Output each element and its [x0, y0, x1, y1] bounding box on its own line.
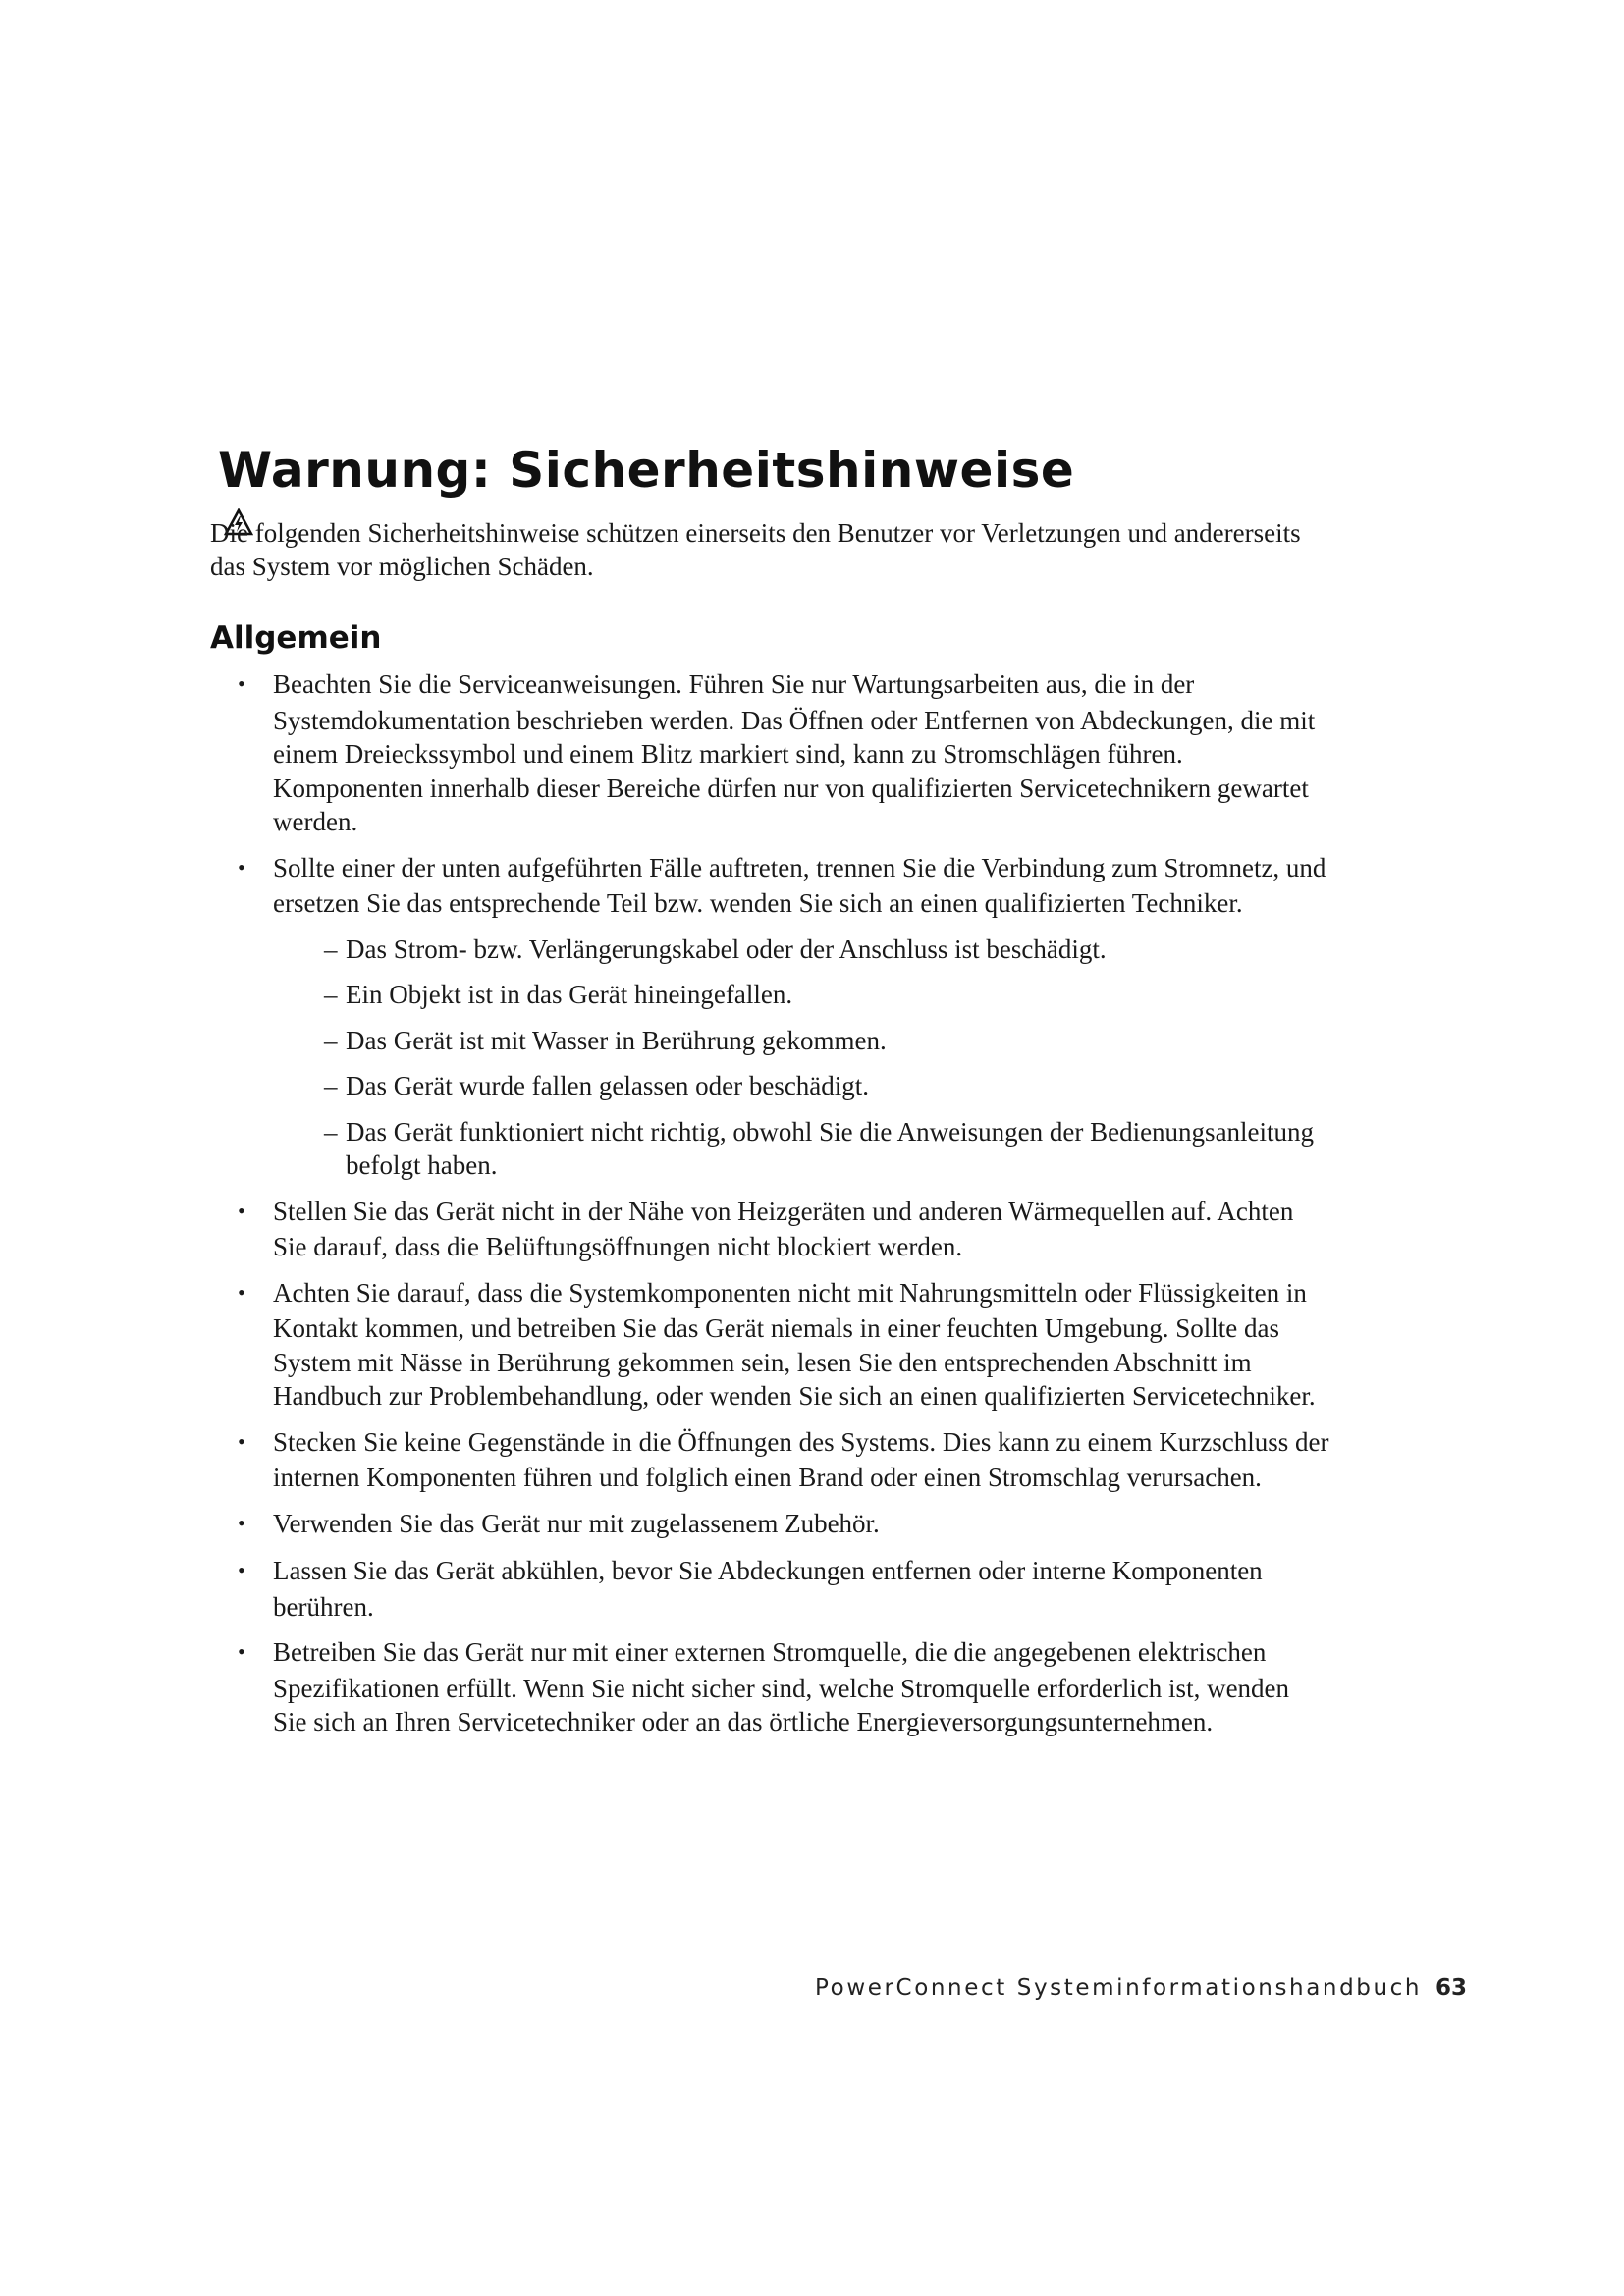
dash-icon: –: [324, 1025, 338, 1055]
safety-rule-item: [210, 1425, 1329, 1495]
safety-rule-text: Achten Sie darauf, dass die Systemkomponenten nicht mit Nahrungsmitteln oder Flüssigkeiten in Kontakt kommen, und betreiben Sie das Gerät niemals in einer feuchten Umgebung. Sollte das System mit Nässe in Berührung gekommen sein, lesen Sie den entsprechenden Abschnitt im Handbuch zur Problembehandlung, oder wenden Sie sich an einen qualifizierten Servicetechniker.: [273, 1277, 1316, 1411]
safety-rule-text: Stecken Sie keine Gegenstände in die Öffnungen des Systems. Dies kann zu einem Kurzschluss der internen Komponenten führen und folglich einen Brand oder einen Stromschlag verursachen.: [273, 1426, 1329, 1492]
damage-case-text: Das Gerät wurde fallen gelassen oder beschädigt.: [346, 1071, 870, 1100]
page-title-text: Warnung: Sicherheitshinweise: [218, 442, 1075, 499]
damage-case-text: Das Gerät ist mit Wasser in Berührung gekommen.: [346, 1025, 887, 1055]
dash-icon: –: [324, 934, 338, 964]
safety-rule-item: [210, 1276, 1329, 1414]
safety-rule-item: [210, 1635, 1329, 1739]
bullet-icon: •: [238, 1510, 245, 1535]
dash-icon: –: [324, 1116, 338, 1147]
safety-rule-item: [210, 1554, 1329, 1624]
safety-rule-text: Beachten Sie die Serviceanweisungen. Führen Sie nur Wartungsarbeiten aus, die in der Systemdokumentation beschrieben werden. Das Öffnen oder Entfernen von Abdeckungen, die mit einem Dreieckssymbol und einem Blitz markiert sind, kann zu Stromschlägen führen. Komponenten innerhalb dieser Bereiche dürfen nur von qualifizierten Servicetechnikern gewartet werden.: [273, 669, 1316, 836]
safety-rule-text: Verwenden Sie das Gerät nur mit zugelassenem Zubehör.: [273, 1508, 880, 1538]
section-heading-allgemein: Allgemein: [210, 620, 382, 656]
bullet-icon: •: [238, 1428, 245, 1454]
bullet-icon: •: [238, 1198, 245, 1223]
footer-manual-title: PowerConnect Systeminformationshandbuch: [815, 1975, 1423, 2001]
page-number: 63: [1435, 1975, 1468, 2001]
intro-paragraph: Die folgenden Sicherheitshinweise schützen einerseits den Benutzer vor Verletzungen und andererseits das System vor möglichen Schäden.: [210, 518, 1301, 581]
bullet-icon: •: [238, 671, 245, 696]
damage-cases-list: [273, 933, 1329, 1183]
bullet-icon: •: [238, 1558, 245, 1582]
dash-icon: –: [324, 980, 338, 1009]
bullet-icon: •: [238, 854, 245, 880]
damage-case-text: Das Strom- bzw. Verlängerungskabel oder der Anschluss ist beschädigt.: [346, 934, 1107, 964]
safety-rule-text: Lassen Sie das Gerät abkühlen, bevor Sie Abdeckungen entfernen oder interne Komponenten berühren.: [273, 1556, 1263, 1622]
dash-icon: –: [324, 1071, 338, 1100]
damage-case-item: [273, 978, 1329, 1012]
safety-rule-item: [210, 1507, 1329, 1543]
damage-case-item: [273, 1024, 1329, 1058]
safety-rule-item: [210, 1195, 1329, 1264]
safety-rules-list: [210, 667, 1329, 1751]
bullet-icon: •: [238, 1639, 245, 1664]
damage-case-item: [273, 1069, 1329, 1103]
page-footer: [815, 1975, 1467, 2001]
damage-case-item: [273, 933, 1329, 967]
safety-rule-item: [210, 851, 1329, 1183]
damage-case-item: [273, 1115, 1329, 1183]
page-title: [218, 440, 1074, 501]
damage-case-text: Das Gerät funktioniert nicht richtig, obwohl Sie die Anweisungen der Bedienungsanleitung befolgt haben.: [346, 1116, 1315, 1180]
safety-rule-text: Sollte einer der unten aufgeführten Fälle auftreten, trennen Sie die Verbindung zum Stromnetz, und ersetzen Sie das entsprechende Teil bzw. wenden Sie sich an einen qualifizierten Techniker.: [273, 852, 1326, 918]
bullet-icon: •: [238, 1279, 245, 1305]
safety-rule-item: [210, 667, 1329, 839]
safety-rule-text: Betreiben Sie das Gerät nur mit einer externen Stromquelle, die die angegebenen elektrischen Spezifikationen erfüllt. Wenn Sie nicht sicher sind, welche Stromquelle erforderlich ist, wenden Sie sich an Ihren Servicetechniker oder an das örtliche Energieversorgungsunternehmen.: [273, 1637, 1290, 1736]
safety-rule-text: Stellen Sie das Gerät nicht in der Nähe von Heizgeräten und anderen Wärmequellen auf. Achten Sie darauf, dass die Belüftungsöffnungen nicht blockiert werden.: [273, 1196, 1294, 1261]
damage-case-text: Ein Objekt ist in das Gerät hineingefallen.: [346, 980, 793, 1009]
